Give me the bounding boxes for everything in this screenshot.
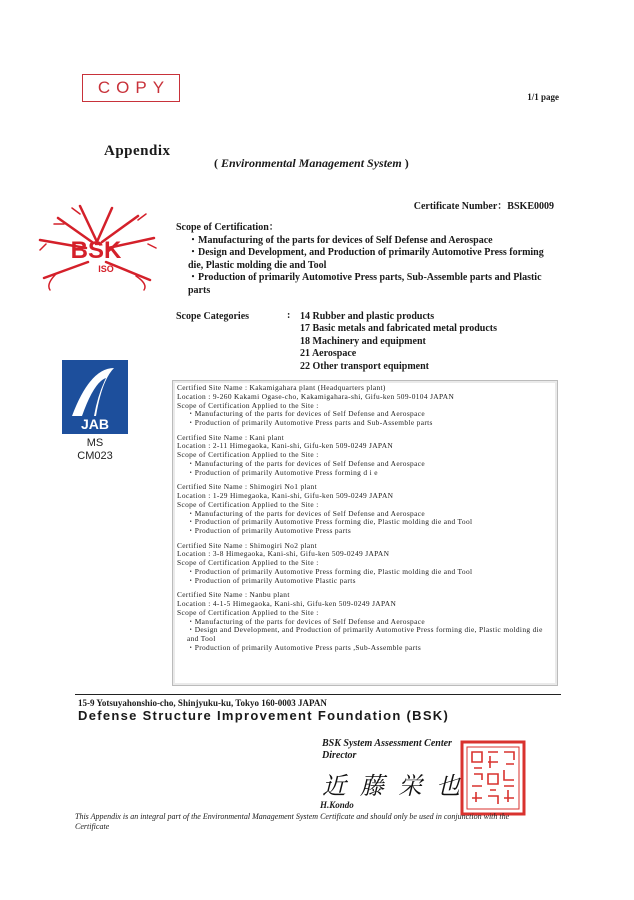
iso-logo-text: ISO <box>98 264 114 274</box>
bsk-iso-logo <box>36 204 158 292</box>
scope-item-text: ・Design and Development, and Production of primarily Automotive Press forming die, Plastic molding die and Tool <box>188 247 544 271</box>
scope-categories-label: Scope Categories <box>176 311 250 322</box>
scope-of-certification <box>176 222 560 298</box>
appendix-note: This Appendix is an integral part of the Environmental Management System Certificate and should only be used in conjunction with the Certificate <box>75 812 510 831</box>
site-scope-item: ・Production of primarily Automotive Plastic parts <box>187 575 356 585</box>
site-scope-heading: Scope of Certification Applied to the Site : <box>177 558 319 568</box>
site-name: Certified Site Name : Nanbu plant <box>177 590 290 600</box>
scope-category: 14 Rubber and plastic products <box>300 311 435 322</box>
site-scope-heading: Scope of Certification Applied to the Site : <box>177 499 319 509</box>
scope-item <box>176 247 560 272</box>
certified-sites-box <box>172 380 558 686</box>
site-location: Location : 1-29 Himegaoka, Kani-shi, Gifu-ken 509-0249 JAPAN <box>177 490 394 500</box>
site-scope-item: ・Production of primarily Automotive Press forming die, Plastic molding die and Tool <box>187 566 473 576</box>
site-scope-heading: Scope of Certification Applied to the Site : <box>177 607 319 617</box>
site-entry <box>177 542 553 586</box>
site-scope-item: ・Manufacturing of the parts for devices of Self Defense and Aerospace <box>187 458 425 468</box>
site-scope-item: ・Production of primarily Automotive Press parts and Sub-Assemble parts <box>187 418 433 428</box>
site-scope-item: ・Manufacturing of the parts for devices of Self Defense and Aerospace <box>187 508 425 518</box>
site-location: Location : 3-8 Himegaoka, Kani-shi, Gifu-ken 509-0249 JAPAN <box>177 549 390 559</box>
scope-heading: Scope of Certification： <box>176 222 279 233</box>
subtitle-close-paren: ) <box>404 156 409 170</box>
site-entry <box>177 384 553 428</box>
scope-item: ・Manufacturing of the parts for devices of Self Defense and Aerospace <box>188 234 493 246</box>
footer-address: 15-9 Yotsuyahonshio-cho, Shinjyuku-ku, Tokyo 160-0003 JAPAN <box>78 698 327 708</box>
scope-categories-list <box>300 311 497 373</box>
foundation-name: Defense Structure Improvement Foundation (BSK) <box>78 708 450 723</box>
jab-accreditation-code <box>62 437 128 463</box>
site-scope-item: ・Production of primarily Automotive Press parts ,Sub-Assemble parts <box>187 642 422 652</box>
site-scope-item: ・Design and Development, and Production of primarily Automotive Press forming die, Plastic molding die and Tool <box>187 625 543 644</box>
scope-category: 18 Machinery and equipment <box>300 335 426 347</box>
site-scope-item: ・Manufacturing of the parts for devices of Self Defense and Aerospace <box>187 409 425 419</box>
assessment-center <box>322 738 452 762</box>
center-name: BSK System Assessment Center <box>322 738 452 749</box>
site-scope-heading: Scope of Certification Applied to the Site : <box>177 400 319 410</box>
scope-category: 22 Other transport equipment <box>300 360 429 372</box>
scope-item <box>176 272 560 297</box>
document-subtitle <box>214 156 409 171</box>
site-name: Certified Site Name : Shimogiri No2 plant <box>177 540 317 550</box>
jab-code: CM023 <box>77 450 113 462</box>
site-name: Certified Site Name : Kakamigahara plant (Headquarters plant) <box>177 383 386 392</box>
footer-divider <box>75 694 561 695</box>
site-name: Certified Site Name : Kani plant <box>177 432 285 442</box>
site-scope-heading: Scope of Certification Applied to the Site : <box>177 450 319 460</box>
document-title: Appendix <box>104 143 171 159</box>
scope-category: 21 Aerospace <box>300 348 357 360</box>
subtitle-open-paren: ( <box>214 156 218 170</box>
site-name: Certified Site Name : Shimogiri No1 plant <box>177 482 317 492</box>
site-location: Location : 4-1-5 Himegaoka, Kani-shi, Gifu-ken 509-0249 JAPAN <box>177 598 397 608</box>
jab-logo-text: JAB <box>80 416 110 432</box>
ms-label: MS <box>86 437 104 449</box>
page-number: 1/1 page <box>527 92 559 102</box>
signer-name: H.Kondo <box>320 800 354 810</box>
site-scope-item: ・Production of primarily Automotive Press forming d i e <box>187 467 378 477</box>
director-title: Director <box>322 750 357 761</box>
site-entry <box>177 483 553 536</box>
site-entry <box>177 434 553 478</box>
bsk-logo-text: BSK <box>70 237 122 264</box>
copy-stamp: COPY <box>82 74 180 102</box>
site-scope-item: ・Production of primarily Automotive Press forming die, Plastic molding die and Tool <box>187 517 473 527</box>
official-seal-stamp <box>460 740 526 816</box>
site-scope-item: ・Production of primarily Automotive Press parts <box>187 526 352 536</box>
site-location: Location : 2-11 Himegaoka, Kani-shi, Gifu-ken 509-0249 JAPAN <box>177 441 394 451</box>
scope-categories-colon: : <box>287 310 291 321</box>
director-signature <box>318 766 478 802</box>
scope-category: 17 Basic metals and fabricated metal products <box>300 323 498 335</box>
certificate-number: Certificate Number：BSKE0009 <box>413 201 554 212</box>
site-location: Location : 9-260 Kakami Ogase-cho, Kakamigahara-shi, Gifu-ken 509-0104 JAPAN <box>177 391 455 401</box>
subtitle-text: Environmental Management System <box>221 156 402 170</box>
site-scope-item: ・Manufacturing of the parts for devices of Self Defense and Aerospace <box>187 616 425 626</box>
signature-text: 近藤栄也 <box>322 772 474 800</box>
scope-item-text: ・Production of primarily Automotive Press parts, Sub-Assemble parts and Plastic parts <box>188 272 542 296</box>
jab-logo <box>62 360 128 434</box>
site-entry <box>177 591 553 653</box>
